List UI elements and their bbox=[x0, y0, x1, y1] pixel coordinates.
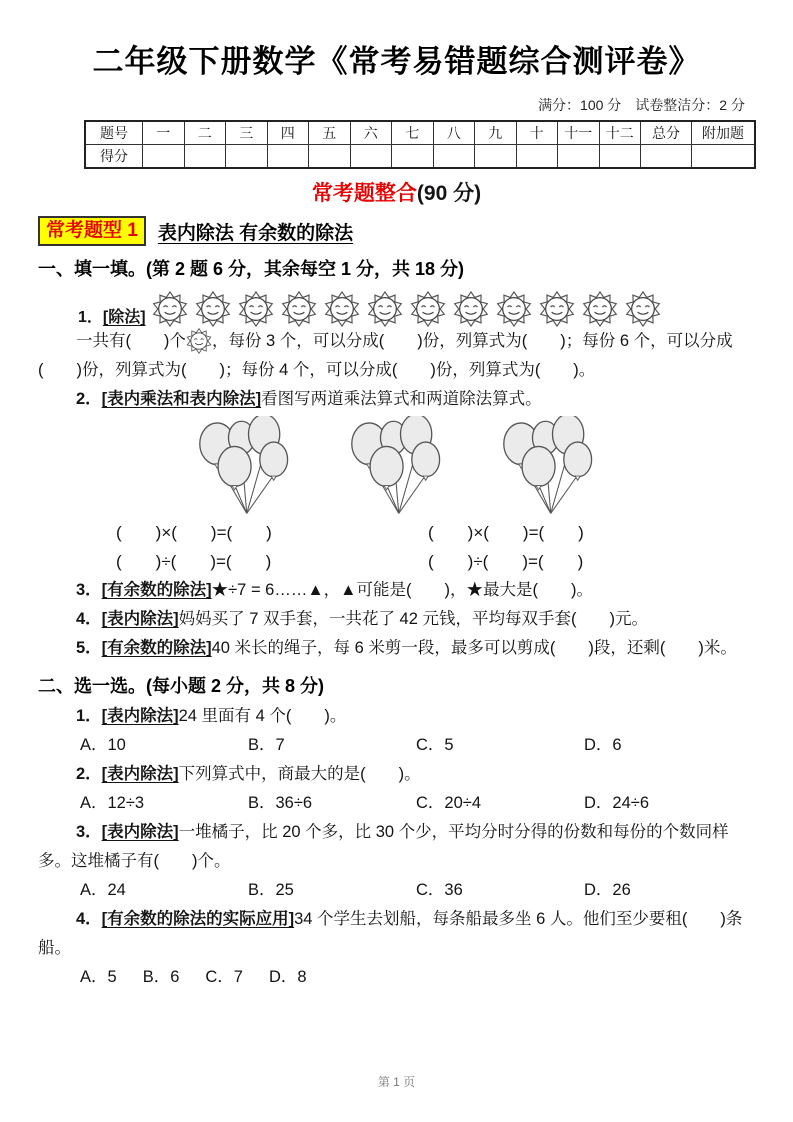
score-cell bbox=[433, 145, 475, 169]
score-table-col-header: 九 bbox=[475, 121, 517, 145]
sun-icon bbox=[238, 291, 274, 327]
balloon-illustration bbox=[38, 416, 755, 518]
topic-line bbox=[38, 216, 755, 246]
topic-badge: 常考题型 1 bbox=[38, 216, 146, 246]
equation-blank: ( )×( )=( ) bbox=[116, 523, 272, 542]
equation-blank: ( )×( )=( ) bbox=[428, 523, 584, 542]
score-table-body bbox=[85, 121, 755, 168]
sun-icon bbox=[195, 291, 231, 327]
answer-option: D．8 bbox=[268, 968, 307, 986]
score-cell bbox=[475, 145, 517, 169]
question-number: 1． bbox=[75, 707, 102, 725]
answer-option: C．36 bbox=[416, 881, 463, 899]
part2-question-2 bbox=[38, 760, 755, 789]
question-number: 3． bbox=[75, 581, 102, 599]
score-cell bbox=[309, 145, 351, 169]
part2-question-2-options bbox=[80, 789, 755, 818]
sun-icon bbox=[281, 291, 317, 327]
part2-question-4-options bbox=[80, 963, 755, 992]
sun-icon bbox=[410, 291, 446, 327]
answer-option: B．7 bbox=[248, 736, 285, 754]
question-number: 4． bbox=[75, 910, 102, 928]
integration-heading-points: (90 分) bbox=[416, 182, 482, 205]
score-table-col-header: 六 bbox=[350, 121, 392, 145]
sun-icon bbox=[186, 332, 212, 350]
question-number: 4． bbox=[75, 610, 102, 628]
score-cell bbox=[558, 145, 600, 169]
score-cell bbox=[143, 145, 185, 169]
part1-heading: 一、填一填。(第 2 题 6 分，其余每空 1 分，共 18 分) bbox=[38, 259, 465, 279]
answer-option: A．24 bbox=[80, 881, 126, 899]
question-text: 一堆橘子，比 20 个多，比 30 个少，平均分时分得的份数和每份的个数同样多。这堆橘子有( )个。 bbox=[38, 823, 729, 870]
score-cell bbox=[226, 145, 268, 169]
answer-option: C．5 bbox=[416, 736, 454, 754]
answer-option: B．25 bbox=[248, 881, 294, 899]
score-table-col-header: 八 bbox=[433, 121, 475, 145]
question-number: 2． bbox=[75, 765, 102, 783]
part1-question-3 bbox=[38, 576, 755, 605]
score-table-col-header: 一 bbox=[143, 121, 185, 145]
question-text: ★÷7 = 6……▲，▲可能是( )，★最大是( )。 bbox=[211, 581, 593, 599]
score-table-col-header: 五 bbox=[309, 121, 351, 145]
score-cell bbox=[692, 145, 756, 169]
balloon-bunch bbox=[496, 416, 602, 518]
question-label: [表内除法] bbox=[101, 823, 179, 841]
question-text: 34 个学生去划船，每条船最多坐 6 人。他们至少要租( )条船。 bbox=[38, 910, 743, 957]
answer-option: C．20÷4 bbox=[416, 794, 482, 812]
sun-icon bbox=[367, 291, 403, 327]
score-table-col-header: 附加题 bbox=[692, 121, 756, 145]
sun-icon-inline bbox=[186, 332, 212, 350]
part1-question-5 bbox=[38, 634, 755, 663]
part2-question-3 bbox=[38, 818, 755, 876]
score-table-corner: 题号 bbox=[85, 121, 143, 145]
answer-option: D．24÷6 bbox=[584, 794, 650, 812]
score-cell bbox=[392, 145, 434, 169]
score-table-col-header: 十 bbox=[516, 121, 558, 145]
part2-question-1-options bbox=[80, 731, 755, 760]
sun-icon-row bbox=[152, 291, 661, 327]
score-table-col-header: 总分 bbox=[641, 121, 692, 145]
answer-option: B．36÷6 bbox=[248, 794, 313, 812]
answer-option: D．6 bbox=[584, 736, 622, 754]
score-cell bbox=[641, 145, 692, 169]
question-text: 妈妈买了 7 双手套，一共花了 42 元钱，平均每双手套( )元。 bbox=[178, 610, 648, 628]
score-table-col-header: 三 bbox=[226, 121, 268, 145]
question-text: 一共有( )个 bbox=[75, 332, 186, 350]
equation-blank: ( )÷( )=( ) bbox=[116, 552, 272, 571]
score-table-col-header: 二 bbox=[184, 121, 226, 145]
answer-option: B．6 bbox=[142, 968, 180, 986]
question-text: 下列算式中，商最大的是( )。 bbox=[178, 765, 421, 783]
question-text: 看图写两道乘法算式和两道除法算式。 bbox=[261, 390, 542, 408]
sun-icon bbox=[582, 291, 618, 327]
answer-option: D．26 bbox=[584, 881, 631, 899]
question-number: 3． bbox=[75, 823, 102, 841]
question-label: [表内除法] bbox=[101, 707, 179, 725]
part1-question-4 bbox=[38, 605, 755, 634]
topic-title: 表内除法 有余数的除法 bbox=[157, 222, 354, 244]
part2-question-4 bbox=[38, 905, 755, 963]
sun-icon bbox=[152, 291, 188, 327]
answer-option: C．7 bbox=[205, 968, 243, 986]
part1-question-2 bbox=[38, 385, 755, 414]
part2-question-1 bbox=[38, 702, 755, 731]
score-table-col-header: 十一 bbox=[558, 121, 600, 145]
integration-heading-red: 常考题整合 bbox=[311, 182, 417, 205]
question-label: [表内除法] bbox=[101, 765, 179, 783]
question-number: 1． bbox=[78, 309, 103, 326]
balloon-bunch bbox=[192, 416, 298, 518]
score-table bbox=[84, 120, 756, 169]
score-cell bbox=[350, 145, 392, 169]
question-label: [表内乘法和表内除法] bbox=[101, 390, 262, 408]
sun-icon bbox=[625, 291, 661, 327]
question-number: 5． bbox=[75, 639, 102, 657]
question-text: 24 里面有 4 个( )。 bbox=[178, 707, 347, 725]
question-text: 40 米长的绳子，每 6 米剪一段，最多可以剪成( )段，还剩( )米。 bbox=[211, 639, 737, 657]
equation-blank: ( )÷( )=( ) bbox=[428, 552, 584, 571]
question-label: [表内除法] bbox=[101, 610, 179, 628]
score-table-col-header: 四 bbox=[267, 121, 309, 145]
sun-icon bbox=[324, 291, 360, 327]
question-label: [有余数的除法] bbox=[101, 639, 212, 657]
score-cell bbox=[516, 145, 558, 169]
page-number: 第 1 页 bbox=[377, 1075, 416, 1089]
question-text: ，每份 3 个，可以分成( )份，列算式为( )；每份 6 个，可以分成( )份，列算式为( )；每份 4 个，可以分成( )份，列算式为( )。 bbox=[38, 332, 733, 379]
part2-heading: 二、选一选。(每小题 2 分，共 8 分) bbox=[38, 676, 325, 696]
question-number: 2． bbox=[75, 390, 102, 408]
part2-question-3-options bbox=[80, 876, 755, 905]
score-row-label: 得分 bbox=[85, 145, 143, 169]
answer-option: A．5 bbox=[80, 968, 117, 986]
balloon-bunch bbox=[344, 416, 450, 518]
integration-heading bbox=[38, 181, 755, 207]
answer-option: A．12÷3 bbox=[80, 794, 145, 812]
sun-icon bbox=[453, 291, 489, 327]
question-label: [除法] bbox=[102, 309, 146, 326]
score-table-col-header: 十二 bbox=[599, 121, 641, 145]
part1-question-1 bbox=[38, 285, 755, 327]
score-cell bbox=[184, 145, 226, 169]
score-cell bbox=[599, 145, 641, 169]
part1-question-1-text bbox=[38, 327, 755, 385]
question-label: [有余数的除法的实际应用] bbox=[101, 910, 295, 928]
score-table-col-header: 七 bbox=[392, 121, 434, 145]
sun-icon bbox=[496, 291, 532, 327]
page-title: 二年级下册数学《常考易错题综合测评卷》 bbox=[92, 44, 701, 79]
score-cell bbox=[267, 145, 309, 169]
question-label: [有余数的除法] bbox=[101, 581, 212, 599]
score-note: 满分：100 分 试卷整洁分：2 分 bbox=[538, 97, 745, 113]
answer-option: A．10 bbox=[80, 736, 126, 754]
equation-blanks bbox=[116, 518, 755, 576]
sun-icon bbox=[539, 291, 575, 327]
